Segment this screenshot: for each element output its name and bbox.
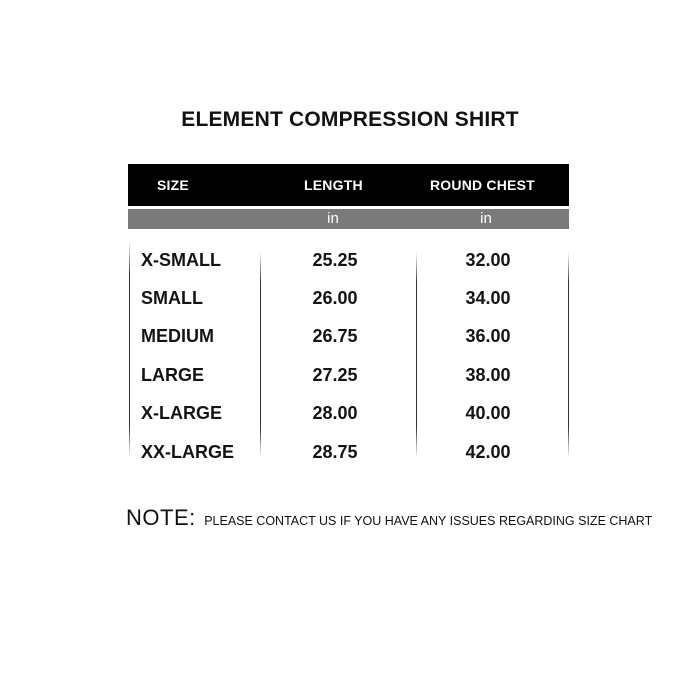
table-row: [0, 250, 700, 274]
length-cell: 26.00: [312, 288, 358, 308]
length-cell: 26.75: [312, 326, 358, 346]
table-row: [0, 403, 700, 427]
chest-cell: 40.00: [465, 403, 511, 423]
size-cell: MEDIUM: [141, 326, 214, 346]
size-cell: XX-LARGE: [141, 442, 235, 462]
table-row: [0, 326, 700, 350]
chest-cell: 42.00: [465, 442, 511, 462]
length-cell: 27.25: [312, 365, 358, 385]
chest-cell: 38.00: [465, 365, 511, 385]
chest-cell: 34.00: [465, 288, 511, 308]
units-row: [128, 209, 569, 229]
length-cell: 28.00: [312, 403, 358, 423]
header-size: SIZE: [157, 177, 189, 193]
size-cell: X-SMALL: [141, 250, 221, 270]
page-title: ELEMENT COMPRESSION SHIRT: [181, 108, 519, 131]
note-text: PLEASE CONTACT US IF YOU HAVE ANY ISSUES REGARDING SIZE CHART: [204, 514, 653, 528]
unit-chest: in: [480, 210, 492, 227]
table-header: [128, 164, 569, 206]
unit-length: in: [327, 210, 339, 227]
table-row: [0, 365, 700, 389]
size-cell: SMALL: [141, 288, 203, 308]
table-row: [0, 442, 700, 466]
length-cell: 25.25: [312, 250, 358, 270]
header-round-chest: ROUND CHEST: [430, 177, 535, 193]
note-label: NOTE:: [126, 505, 196, 530]
size-cell: LARGE: [141, 365, 204, 385]
size-chart-note: [126, 505, 652, 531]
size-cell: X-LARGE: [141, 403, 222, 423]
header-length: LENGTH: [304, 177, 363, 193]
table-divider-1: [260, 252, 261, 458]
length-cell: 28.75: [312, 442, 358, 462]
chest-cell: 36.00: [465, 326, 511, 346]
chest-cell: 32.00: [465, 250, 511, 270]
table-row: [0, 288, 700, 312]
table-divider-right: [568, 252, 569, 458]
table-divider-2: [416, 252, 417, 458]
